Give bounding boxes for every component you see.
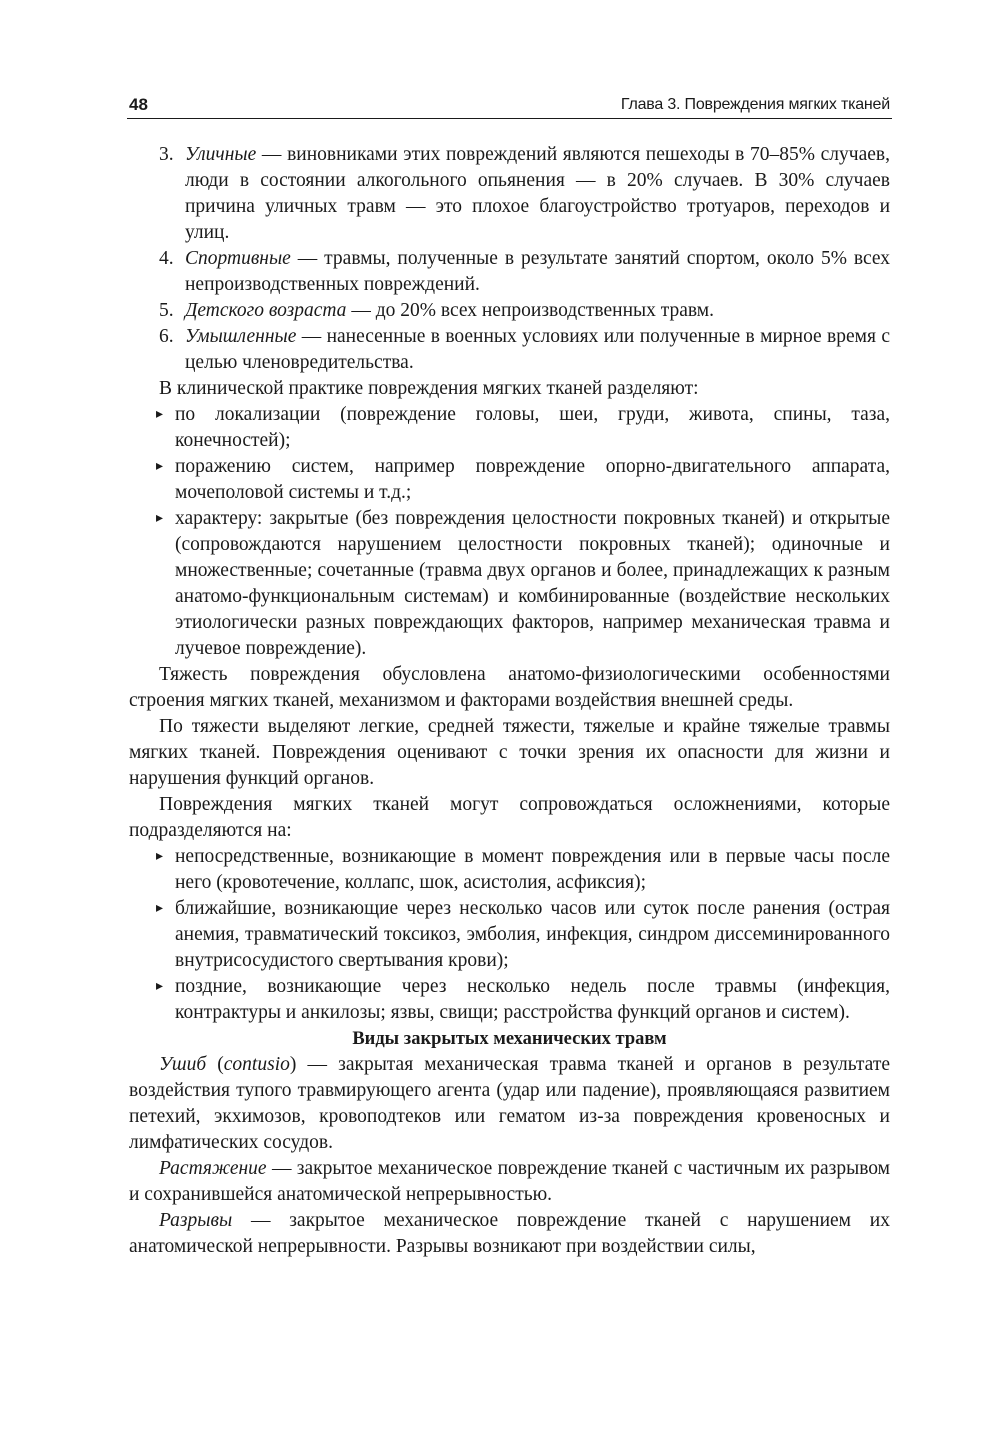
injury-type-list — [129, 142, 890, 376]
latin-term: contusio — [223, 1054, 290, 1075]
page-body — [129, 142, 890, 1260]
term: Детского возраста — [185, 300, 347, 321]
item-text: — до 20% всех непроизводственных травм. — [346, 300, 714, 321]
list-item — [129, 506, 890, 662]
term: Разрывы — [159, 1210, 233, 1231]
bullet-icon: ▸ — [156, 511, 164, 526]
sprain-definition — [129, 1156, 890, 1208]
running-header — [127, 92, 892, 119]
item-text: характеру: закрытые (без повреждения целостности покровных тканей) и открытые (сопровождаются нарушением целостности покровных тканей); одиночные и множественные; сочетанные (травма двух органов и более, принадлежащих к разным анатомо-функциональным системам) и комбинированные (воздействие нескольких этиологически разных повреждающих факторов, например механическая травма и лучевое повреждение). — [175, 508, 890, 659]
list-item — [129, 246, 890, 298]
list-item — [129, 142, 890, 246]
list-item — [129, 402, 890, 454]
paren-open: ( — [206, 1054, 224, 1075]
chapter-title: Глава 3. Повреждения мягких тканей — [620, 96, 890, 113]
item-number: 6. — [159, 326, 174, 347]
term: Спортивные — [185, 248, 291, 269]
item-number: 5. — [159, 300, 174, 321]
bullet-icon: ▸ — [156, 407, 164, 422]
page-number: 48 — [129, 95, 148, 114]
section-heading: Виды закрытых механических травм — [352, 1029, 667, 1049]
item-text: поражению систем, например повреждение опорно-двигательного аппарата, мочеполовой системы и т.д.; — [175, 456, 890, 503]
item-text: непосредственные, возникающие в момент повреждения или в первые часы после него (кровотечение, коллапс, шок, асистолия, асфиксия); — [175, 846, 890, 893]
definition-text: — закрытое механическое повреждение тканей с частичным их разрывом и сохранившейся анатомической непрерывностью. — [129, 1158, 890, 1205]
complications-list — [129, 844, 890, 1026]
degrees-paragraph: По тяжести выделяют легкие, средней тяжести, тяжелые и крайне тяжелые травмы мягких тканей. Повреждения оценивают с точки зрения их опасности для жизни и нарушения функций органов. — [129, 716, 890, 789]
list-item — [129, 844, 890, 896]
term: Ушиб — [159, 1054, 207, 1075]
bullet-icon: ▸ — [156, 459, 164, 474]
bullet-icon: ▸ — [156, 849, 164, 864]
item-text: — виновниками этих повреждений являются пешеходы в 70–85% случаев, люди в состоянии алкогольного опьянения — в 20% случаев. В 30% случаев причина уличных травм — это плохое благоустройство тротуаров, переходов и улиц. — [185, 144, 890, 243]
item-text: — нанесенные в военных условиях или полученные в мирное время с целью членовредительства. — [185, 326, 890, 373]
classification-intro: В клинической практике повреждения мягких тканей разделяют: — [159, 378, 699, 399]
item-number: 3. — [159, 144, 174, 165]
classification-list — [129, 402, 890, 662]
item-text: ближайшие, возникающие через несколько часов или суток после ранения (острая анемия, травматический токсикоз, эмболия, инфекция, синдром диссеминированного внутрисосудистого свертывания крови); — [175, 898, 890, 971]
term: Уличные — [185, 144, 257, 165]
complications-intro: Повреждения мягких тканей могут сопровождаться осложнениями, которые подразделяются на: — [129, 794, 890, 841]
definition-text: ) — закрытая механическая травма тканей и органов в результате воздействия тупого травмирующего агента (удар или падение), проявляющаяся развитием петехий, экхимозов, кровоподтеков или гематом из-за повреждения кровеносных и лимфатических сосудов. — [129, 1054, 890, 1153]
bullet-icon: ▸ — [156, 901, 164, 916]
item-number: 4. — [159, 248, 174, 269]
item-text: поздние, возникающие через несколько недель после травмы (инфекция, контрактуры и анкилозы; язвы, свищи; расстройства функций органов и систем). — [175, 976, 890, 1023]
item-text: по локализации (повреждение головы, шеи, груди, живота, спины, таза, конечностей); — [175, 404, 890, 451]
list-item — [129, 298, 890, 324]
term: Умышленные — [185, 326, 297, 347]
list-item — [129, 896, 890, 974]
contusion-definition — [129, 1052, 890, 1156]
item-text: — травмы, полученные в результате занятий спортом, около 5% всех непроизводственных повреждений. — [185, 248, 890, 295]
list-item — [129, 454, 890, 506]
list-item — [129, 324, 890, 376]
definition-text: — закрытое механическое повреждение тканей с нарушением их анатомической непрерывности. Разрывы возникают при воздействии силы, — [129, 1210, 890, 1257]
list-item — [129, 974, 890, 1026]
rupture-definition — [129, 1208, 890, 1260]
bullet-icon: ▸ — [156, 979, 164, 994]
severity-paragraph: Тяжесть повреждения обусловлена анатомо-физиологическими особенностями строения мягких тканей, механизмом и факторами воздействия внешней среды. — [129, 664, 890, 711]
term: Растяжение — [159, 1158, 267, 1179]
